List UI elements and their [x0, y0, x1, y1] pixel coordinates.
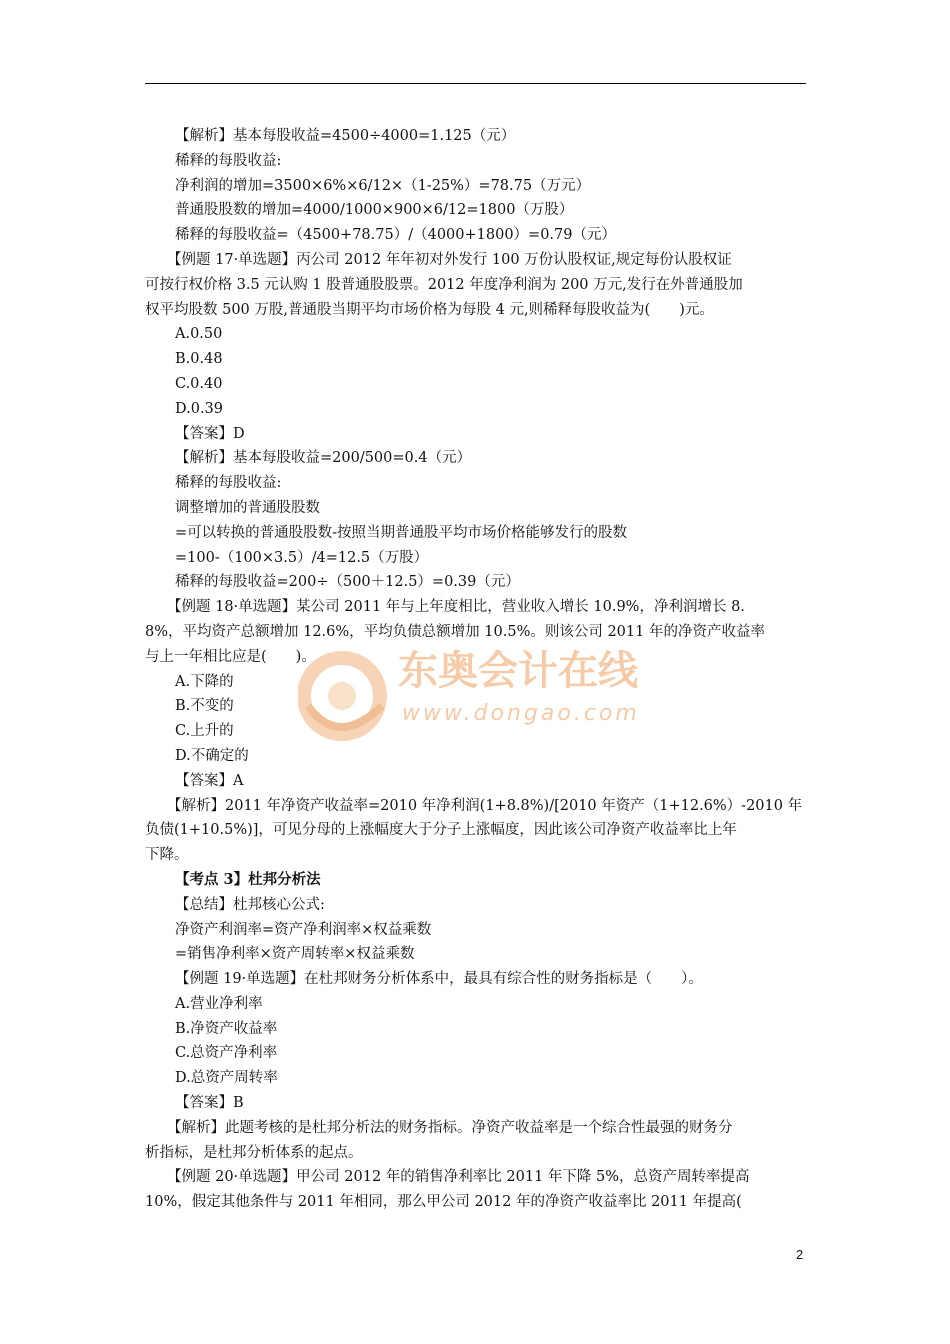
question-line: 【例题 17·单选题】丙公司 2012 年年初对外发行 100 万份认股权证,规定每份认股权证 [167, 251, 732, 268]
option-line: B.0.48 [175, 351, 223, 368]
answer-line: 【答案】D [175, 425, 245, 442]
text-line: 净资产利润率=资产净利润率×权益乘数 [175, 921, 432, 938]
text-line: 普通股股数的增加=4000/1000×900×6/12=1800（万股） [175, 202, 574, 219]
header-rule [145, 83, 806, 84]
text-line: 稀释的每股收益=200÷（500＋12.5）=0.39（元） [175, 574, 520, 591]
answer-line: 【答案】A [175, 772, 244, 789]
question-line: 【例题 18·单选题】某公司 2011 年与上年度相比，营业收入增长 10.9%，净利润增长 8. [167, 599, 745, 616]
question-line: 权平均股数 500 万股,普通股当期平均市场价格为每股 4 元,则稀释每股收益为( )元。 [145, 301, 714, 318]
option-line: C.总资产净利率 [175, 1045, 278, 1062]
option-line: D.总资产周转率 [175, 1070, 278, 1087]
question-line: 与上一年相比应是( )。 [145, 648, 316, 665]
option-line: C.上升的 [175, 723, 234, 740]
option-line: B.净资产收益率 [175, 1020, 278, 1037]
document-body [145, 124, 807, 1215]
option-line: D.0.39 [175, 400, 224, 417]
page-number: 2 [796, 1247, 804, 1262]
text-line: =可以转换的普通股股数-按照当期普通股平均市场价格能够发行的股数 [175, 524, 628, 541]
watermark-url-text: www.dongao.com [402, 701, 640, 726]
text-line: 净利润的增加=3500×6%×6/12×（1-25%）=78.75（万元） [175, 177, 591, 194]
answer-line: 【答案】B [175, 1095, 244, 1112]
question-line: 10%，假定其他条件与 2011 年相同，那么甲公司 2012 年的净资产收益率比 2011 年提高( [145, 1194, 742, 1211]
option-line: A.营业净利率 [175, 995, 263, 1012]
text-line: 调整增加的普通股股数 [175, 499, 320, 516]
text-line: =销售净利率×资产周转率×权益乘数 [175, 946, 415, 963]
question-line: 8%，平均资产总额增加 12.6%，平均负债总额增加 10.5%。则该公司 2011 年的净资产收益率 [145, 623, 765, 640]
text-line: 下降。 [145, 847, 189, 864]
question-line: 可按行权价格 3.5 元认购 1 股普通股股票。2012 年度净利润为 200 万元,发行在外普通股加 [145, 276, 743, 293]
option-line: C.0.40 [175, 375, 223, 392]
text-line: 【解析】基本每股收益=4500÷4000=1.125（元） [175, 128, 516, 144]
text-line: =100-（100×3.5）/4=12.5（万股） [175, 549, 429, 566]
text-line: 析指标，是杜邦分析体系的起点。 [145, 1144, 363, 1161]
option-line: A.0.50 [175, 326, 223, 343]
text-line: 【总结】杜邦核心公式: [175, 896, 325, 913]
watermark-cn-text: 东奥会计在线 [398, 648, 638, 694]
section-heading: 【考点 3】杜邦分析法 [175, 870, 321, 888]
option-line: A.下降的 [175, 673, 234, 690]
text-line: 负债(1+10.5%)]，可见分母的上涨幅度大于分子上涨幅度，因此该公司净资产收益率比上年 [145, 822, 737, 839]
text-line: 【解析】基本每股收益=200/500=0.4（元） [175, 450, 472, 467]
question-line: 【例题 20·单选题】甲公司 2012 年的销售净利率比 2011 年下降 5%，总资产周转率提高 [167, 1169, 750, 1186]
text-line: 稀释的每股收益: [175, 152, 282, 169]
option-line: B.不变的 [175, 698, 234, 715]
option-line: D.不确定的 [175, 747, 249, 764]
question-line: 【例题 19·单选题】在杜邦财务分析体系中，最具有综合性的财务指标是（ ）。 [175, 971, 703, 988]
text-line: 【解析】2011 年净资产收益率=2010 年净利润(1+8.8%)/[2010 年资产（1+12.6%）-2010 年 [167, 797, 803, 814]
text-line: 【解析】此题考核的是杜邦分析法的财务指标。净资产收益率是一个综合性最强的财务分 [167, 1119, 733, 1136]
text-line: 稀释的每股收益=（4500+78.75）/（4000+1800）=0.79（元） [175, 227, 616, 244]
text-line: 稀释的每股收益: [175, 475, 282, 492]
